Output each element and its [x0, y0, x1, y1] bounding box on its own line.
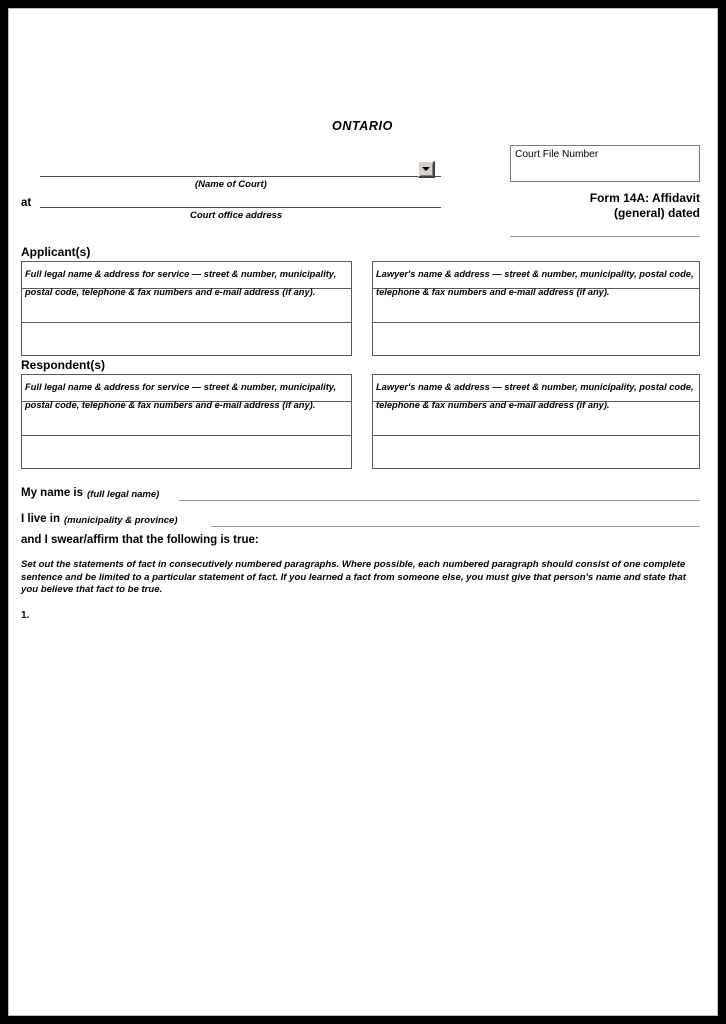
respondent-lawyer-caption: Lawyer's name & address — street & number, municipality, postal code, telephone & fax numbers and e-mail address (if any). [376, 382, 694, 410]
applicant-lawyer-box[interactable] [372, 261, 700, 356]
respondent-party-caption-cell [22, 375, 351, 410]
respondent-lawyer-row-divider [373, 435, 699, 436]
form-title [460, 191, 700, 221]
respondent-party-value-2[interactable] [26, 438, 347, 466]
applicant-party-row-divider [22, 322, 351, 323]
applicant-lawyer-caption-cell [373, 262, 699, 297]
my-name-input-line[interactable] [179, 500, 700, 501]
i-live-in-input-line[interactable] [211, 526, 700, 527]
respondent-party-caption: Full legal name & address for service — street & number, municipality, postal code, telephone & fax numbers and e-mail address (if any). [25, 382, 337, 410]
i-live-in-label: I live in [21, 513, 60, 525]
applicant-party-value-1[interactable] [26, 292, 347, 320]
applicant-party-box[interactable] [21, 261, 352, 356]
my-name-value[interactable] [182, 486, 697, 500]
court-file-number-label: Court File Number [515, 149, 599, 160]
respondent-lawyer-value-2[interactable] [377, 438, 695, 466]
court-name-dropdown-button[interactable] [418, 161, 435, 178]
my-name-hint: (full legal name) [87, 489, 160, 500]
i-live-in-value[interactable] [214, 512, 697, 526]
court-office-address-value[interactable] [43, 193, 438, 207]
respondent-party-box[interactable] [21, 374, 352, 469]
applicant-lawyer-value-2[interactable] [377, 325, 695, 353]
court-name-value[interactable] [40, 161, 418, 176]
form-title-line2: (general) dated [613, 206, 700, 220]
court-office-address-caption: Court office address [190, 210, 283, 221]
statement-number-1: 1. [21, 610, 30, 621]
applicant-lawyer-row-divider [373, 322, 699, 323]
name-of-court-caption: (Name of Court) [195, 179, 267, 190]
applicant-lawyer-value-1[interactable] [377, 292, 695, 320]
respondent-party-value-1[interactable] [26, 405, 347, 433]
section-heading-respondents: Respondent(s) [21, 358, 105, 372]
form-sheet [9, 9, 717, 1015]
court-file-number-box[interactable] [510, 145, 700, 182]
court-name-input-line[interactable] [40, 176, 441, 177]
respondent-party-row-divider [22, 435, 351, 436]
jurisdiction-heading: ONTARIO [332, 119, 393, 133]
form-title-line1: Form 14A: Affidavit [589, 191, 700, 205]
chevron-down-icon [422, 167, 430, 171]
respondent-lawyer-caption-cell [373, 375, 699, 410]
affidavit-date-input-line[interactable] [510, 236, 700, 237]
i-live-in-hint: (municipality & province) [64, 515, 178, 526]
court-office-address-input-line[interactable] [40, 207, 441, 208]
applicant-party-caption: Full legal name & address for service — street & number, municipality, postal code, telephone & fax numbers and e-mail address (if any). [25, 269, 337, 297]
applicant-party-value-2[interactable] [26, 325, 347, 353]
statement-text-1[interactable] [39, 609, 699, 625]
applicant-party-caption-cell [22, 262, 351, 297]
instructions-text: Set out the statements of fact in consecutively numbered paragraphs. Where possible, each numbered paragraph should consist of one complete sentence and be limited to a particular statement of fact. If you learned a fact from someone else, you must give that person's name and state that you believe that fact to be true. [21, 559, 686, 596]
my-name-label: My name is [21, 487, 83, 499]
section-heading-applicants: Applicant(s) [21, 245, 91, 259]
at-label: at [21, 197, 32, 209]
page-inner-border [8, 8, 718, 1016]
respondent-lawyer-value-1[interactable] [377, 405, 695, 433]
applicant-lawyer-caption: Lawyer's name & address — street & number, municipality, postal code, telephone & fax numbers and e-mail address (if any). [376, 269, 694, 297]
respondent-lawyer-box[interactable] [372, 374, 700, 469]
swear-affirm-statement: and I swear/affirm that the following is true: [21, 534, 259, 546]
